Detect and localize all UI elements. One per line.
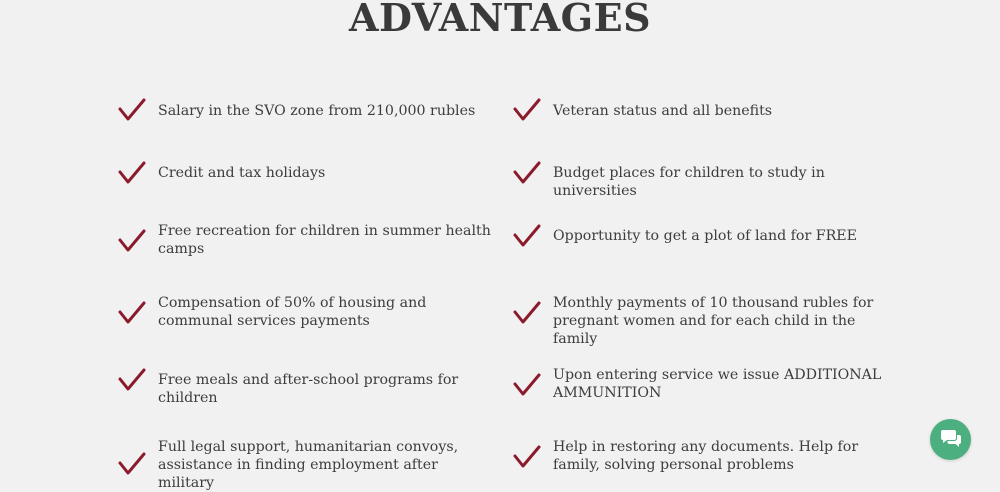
advantage-text: Monthly payments of 10 thousand rubles for pregnant women and for each child in the family [553, 295, 874, 347]
checkmark-icon [118, 161, 146, 185]
advantage-text: Upon entering service we issue ADDITIONAL AMMUNITION [553, 367, 882, 401]
checkmark-icon [118, 301, 146, 325]
advantage-text: Free meals and after-school programs for children [158, 372, 459, 406]
advantage-text: Compensation of 50% of housing and communal services payments [158, 295, 427, 329]
checkmark-icon [513, 301, 541, 325]
advantage-text: Help in restoring any documents. Help for family, solving personal problems [553, 439, 859, 473]
checkmark-icon [513, 98, 541, 122]
advantage-text: Full legal support, humanitarian convoys, assistance in finding employment after military [158, 439, 459, 491]
chat-bubbles-icon [940, 428, 962, 452]
checkmark-icon [513, 373, 541, 397]
advantage-text: Credit and tax holidays [158, 165, 326, 181]
checkmark-icon [513, 224, 541, 248]
checkmark-icon [513, 445, 541, 469]
page-title: ADVANTAGES [348, 0, 652, 40]
checkmark-icon [118, 452, 146, 476]
checkmark-icon [513, 161, 541, 185]
advantage-text: Veteran status and all benefits [553, 103, 773, 119]
checkmark-icon [118, 98, 146, 122]
advantage-text: Budget places for children to study in universities [553, 165, 825, 199]
checkmark-icon [118, 368, 146, 392]
advantage-text: Free recreation for children in summer health camps [158, 223, 491, 257]
checkmark-icon [118, 229, 146, 253]
advantage-text: Opportunity to get a plot of land for FREE [553, 228, 857, 244]
chat-button[interactable] [930, 419, 971, 460]
advantage-text: Salary in the SVO zone from 210,000 rubles [158, 103, 476, 119]
